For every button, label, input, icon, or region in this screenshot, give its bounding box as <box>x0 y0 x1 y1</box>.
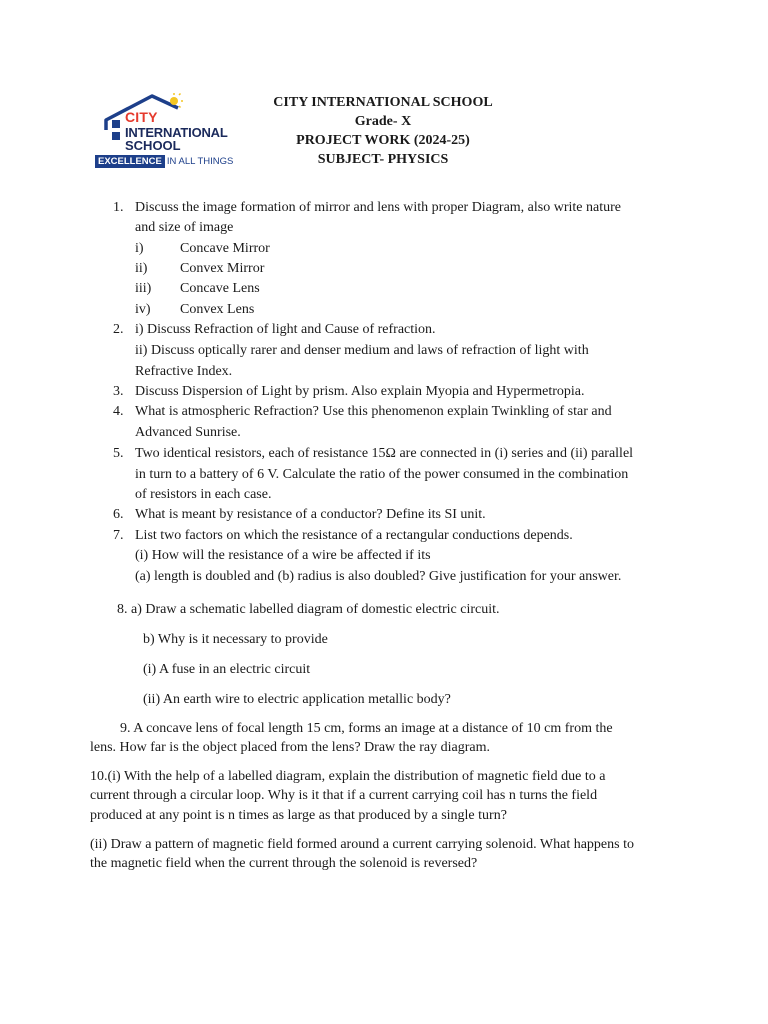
grade-line: Grade- X <box>354 114 412 129</box>
question-text: 8. a) Draw a schematic labelled diagram of domestic electric circuit. <box>117 602 500 617</box>
question-text: b) Why is it necessary to provide <box>143 632 328 647</box>
question-text: Discuss the image formation of mirror and lens with proper Diagram, also write nature <box>135 200 621 215</box>
school-logo <box>92 92 242 172</box>
sub-item-number: i) <box>135 241 144 256</box>
logo-text-city: CITY <box>125 109 158 125</box>
question-text: (ii) An earth wire to electric application metallic body? <box>143 692 451 707</box>
question-text: (a) length is doubled and (b) radius is also doubled? Give justification for your answer. <box>135 569 622 584</box>
question-text: (i) How will the resistance of a wire be affected if its <box>135 548 431 563</box>
project-line: PROJECT WORK (2024-25) <box>296 133 470 148</box>
question-text: of resistors in each case. <box>135 487 272 502</box>
question-text: (ii) Draw a pattern of magnetic field formed around a current carrying solenoid. What happens to <box>90 837 634 852</box>
logo-tagline-rest: IN ALL THINGS <box>166 155 234 167</box>
question-text: Refractive Index. <box>135 364 233 379</box>
question-text: ii) Discuss optically rarer and denser medium and laws of refraction of light with <box>135 343 589 358</box>
school-name: CITY INTERNATIONAL SCHOOL <box>273 95 493 110</box>
question-text: current through a circular loop. Why is it that if a current carrying coil has n turns the field <box>90 788 598 803</box>
question-text: produced at any point is n times as large as that produced by a single turn? <box>90 808 507 823</box>
question-text: What is atmospheric Refraction? Use this phenomenon explain Twinkling of star and <box>135 404 612 419</box>
sub-item-text: Concave Mirror <box>180 241 270 256</box>
question-text: What is meant by resistance of a conductor? Define its SI unit. <box>135 507 486 522</box>
question-number: 5. <box>113 446 124 461</box>
question-number: 4. <box>113 404 124 419</box>
question-text: Discuss Dispersion of Light by prism. Also explain Myopia and Hypermetropia. <box>135 384 585 399</box>
subject-line: SUBJECT- PHYSICS <box>317 152 449 167</box>
sub-item-text: Concave Lens <box>180 281 260 296</box>
question-text: 10.(i) With the help of a labelled diagram, explain the distribution of magnetic field due to a <box>90 769 606 784</box>
question-number: 1. <box>113 200 124 215</box>
question-text: i) Discuss Refraction of light and Cause of refraction. <box>135 322 436 337</box>
sub-item-text: Convex Mirror <box>180 261 265 276</box>
document-header <box>230 93 536 169</box>
question-text: lens. How far is the object placed from the lens? Draw the ray diagram. <box>90 740 491 755</box>
question-number: 7. <box>113 528 124 543</box>
question-text: (i) A fuse in an electric circuit <box>143 662 311 677</box>
question-text: Two identical resistors, each of resistance 15Ω are connected in (i) series and (ii) parallel <box>135 446 634 461</box>
sub-item-number: iii) <box>135 281 152 296</box>
question-text: and size of image <box>135 220 234 235</box>
question-text: the magnetic field when the current through the solenoid is reversed? <box>90 856 478 871</box>
question-number: 6. <box>113 507 124 522</box>
sub-item-number: iv) <box>135 302 151 317</box>
logo-text-international: INTERNATIONAL <box>125 125 228 140</box>
question-text: List two factors on which the resistance of a rectangular conductions depends. <box>135 528 573 543</box>
sub-item-number: ii) <box>135 261 148 276</box>
logo-text-school: SCHOOL <box>125 138 181 153</box>
sub-item-text: Convex Lens <box>180 302 255 317</box>
question-text: Advanced Sunrise. <box>135 425 241 440</box>
logo-tagline-excellence: EXCELLENCE <box>95 155 165 168</box>
logo-tagline <box>95 154 233 168</box>
question-text: 9. A concave lens of focal length 15 cm, forms an image at a distance of 10 cm from the <box>120 721 613 736</box>
question-number: 3. <box>113 384 124 399</box>
question-number: 2. <box>113 322 124 337</box>
question-text: in turn to a battery of 6 V. Calculate the ratio of the power consumed in the combination <box>135 467 629 482</box>
